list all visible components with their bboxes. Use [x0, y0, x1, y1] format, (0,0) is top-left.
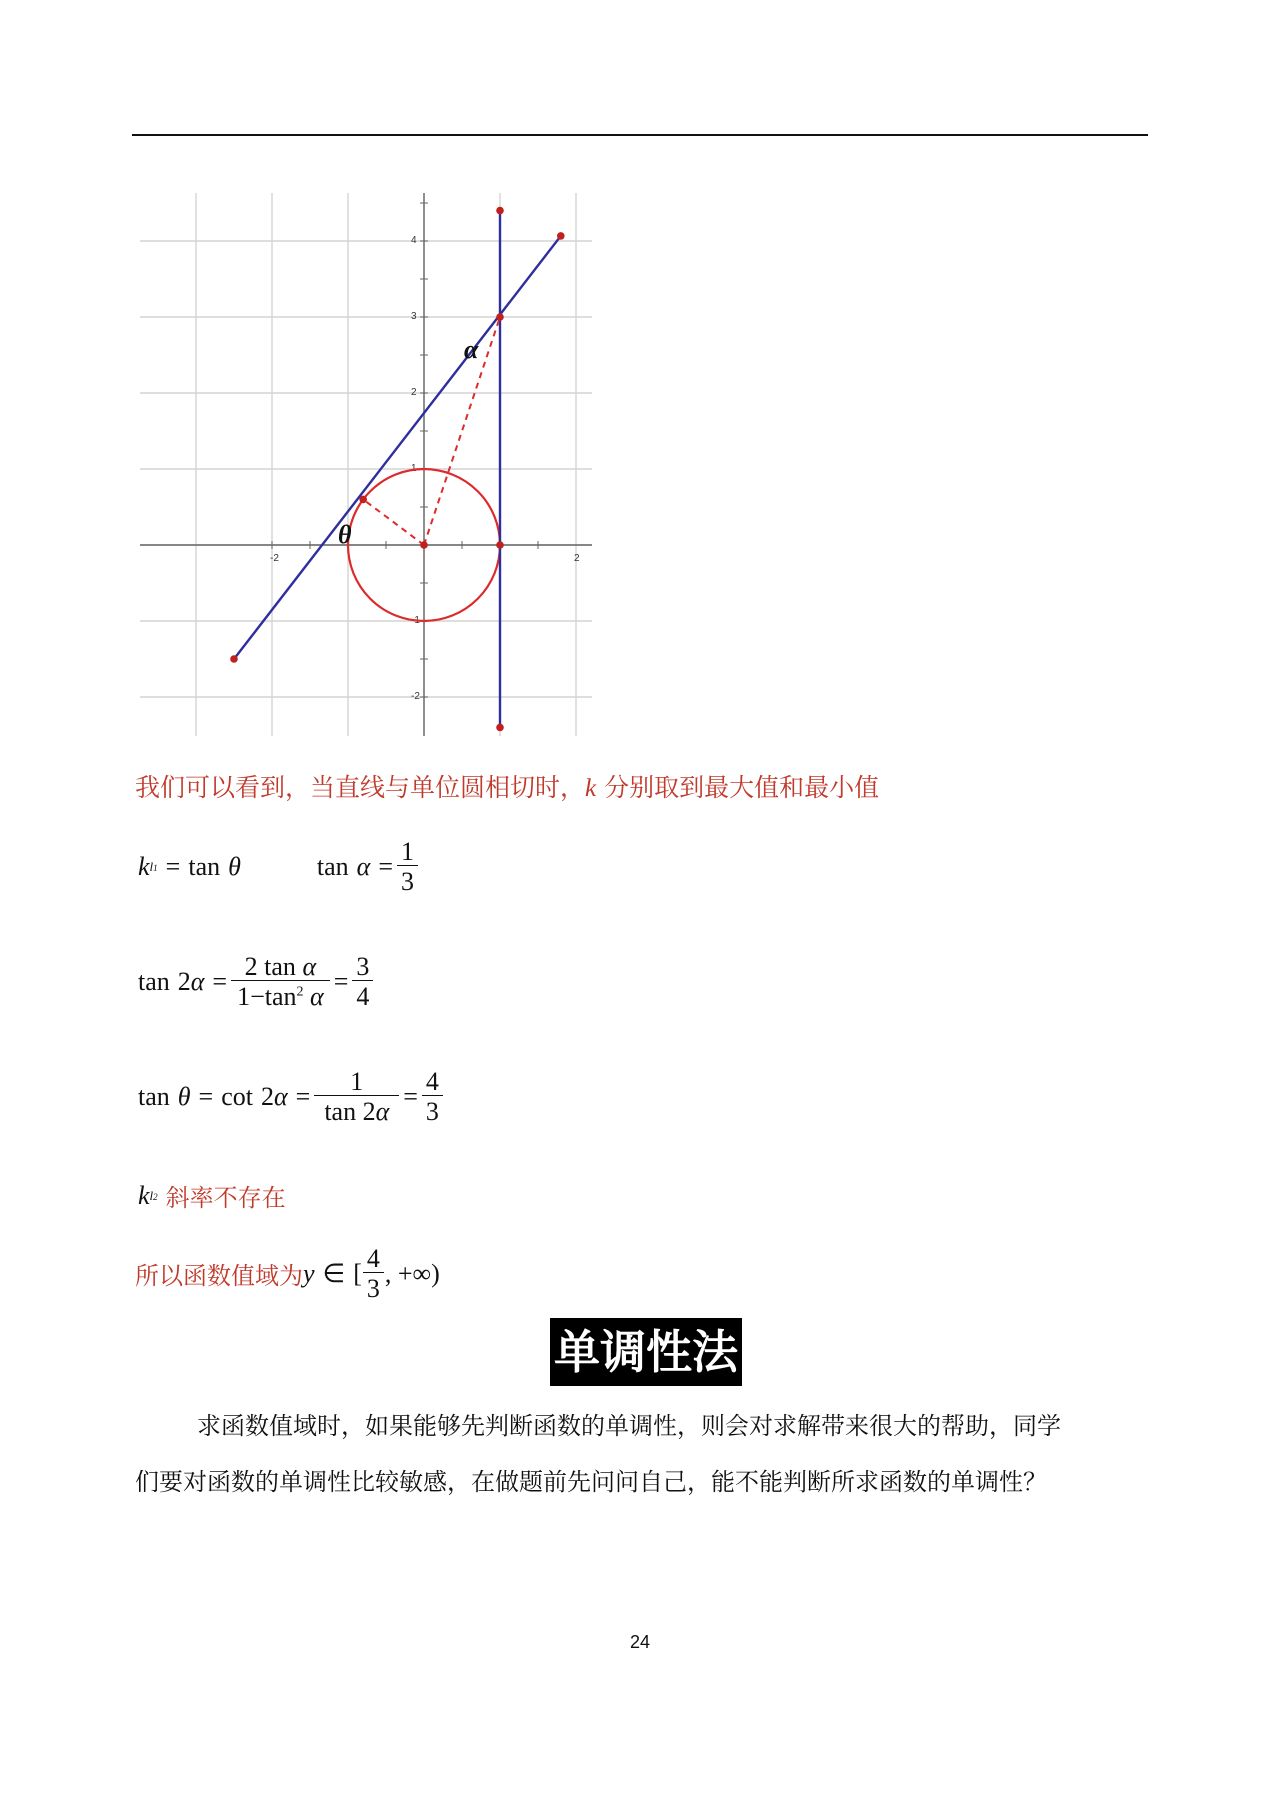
alpha: α [273, 1081, 288, 1111]
alpha: α [356, 851, 371, 881]
y-tick-label: -2 [411, 691, 420, 702]
unit-circle-tangent-figure [130, 188, 600, 748]
point-marker [496, 541, 504, 549]
equation-row-4 [138, 1178, 286, 1213]
equals: = [403, 1081, 418, 1111]
fraction-double-angle: $\frac{\text{2 tan α}}{1-\tan^2 \alpha}$ [231, 953, 330, 1011]
two: 2 [177, 966, 191, 996]
equation-row-3 [138, 1068, 447, 1126]
section-heading: 单调性法 [550, 1318, 742, 1386]
tan: tan [138, 966, 170, 996]
theta-label: θ [338, 520, 352, 549]
page-number: 24 [629, 1632, 651, 1652]
observation-k: k [585, 775, 597, 802]
range-conclusion [135, 1245, 440, 1303]
equals: = [212, 966, 228, 996]
fraction-three-fourths: $\frac{3}{4}$ [352, 953, 373, 1011]
equals: = [378, 851, 393, 881]
radius-to-tangent-point [363, 499, 424, 545]
open-bracket: [ [353, 1258, 362, 1288]
two: 2 [260, 1081, 274, 1111]
paragraph-line-1: 求函数值域时，如果能够先判断函数的单调性，则会对求解带来很大的帮助，同学 [197, 1412, 1061, 1440]
fraction-four-thirds: $\frac{4}{3}$ [422, 1068, 443, 1126]
point-marker [496, 207, 504, 215]
segment-to-intersection [424, 317, 500, 545]
point-marker [230, 655, 238, 663]
point-marker [359, 496, 367, 504]
range-tail: , +∞) [384, 1258, 440, 1288]
tangent-line-l1 [234, 236, 561, 659]
tan: tan [188, 851, 221, 881]
k-subscript: l2 [149, 1187, 158, 1203]
fraction-four-thirds: $\frac{4}{3}$ [363, 1245, 384, 1303]
tan: tan [316, 851, 349, 881]
grid [140, 193, 592, 736]
observation-suffix: 分别取到最大值和最小值 [604, 773, 880, 802]
y-tick-label: 4 [411, 235, 417, 246]
fraction-one-third: $\frac{1}{3}$ [397, 838, 418, 896]
slope-undefined-note: 斜率不存在 [165, 1184, 286, 1212]
x-tick-label: 2 [574, 553, 580, 564]
k-subscript: l1 [149, 858, 158, 874]
equals: = [333, 966, 349, 996]
equals: = [295, 1081, 311, 1111]
k-symbol: k [138, 1180, 150, 1210]
y-tick-label: 1 [411, 463, 417, 474]
point-marker [496, 313, 504, 321]
y-tick-label: -1 [411, 615, 420, 626]
element-of: ∈ [322, 1258, 346, 1288]
point-marker [557, 232, 565, 240]
point-marker [496, 724, 504, 732]
equals: = [165, 851, 181, 881]
y-tick-label: 3 [411, 311, 417, 322]
equation-row-1 [138, 838, 422, 896]
range-prefix: 所以函数值域为 [135, 1262, 303, 1291]
axes [140, 193, 592, 736]
observation-prefix: 我们可以看到，当直线与单位圆相切时， [135, 773, 586, 802]
alpha: α [190, 966, 205, 996]
header-rule [132, 134, 1148, 136]
point-marker [420, 541, 428, 549]
k-symbol: k [138, 851, 150, 881]
y-tick-label: 2 [411, 387, 417, 398]
alpha-label: α [464, 335, 479, 364]
y-variable: y [303, 1258, 315, 1288]
tan: tan [138, 1081, 170, 1111]
equals: = [198, 1081, 214, 1111]
equation-row-2 [138, 953, 377, 1011]
fraction-reciprocal: $\frac{1}{\tan 2\alpha}$ [314, 1068, 399, 1126]
observation-text [135, 768, 879, 804]
x-tick-label: -2 [270, 553, 279, 564]
theta: θ [228, 851, 241, 881]
theta: θ [177, 1081, 191, 1111]
cot: cot [221, 1081, 253, 1111]
paragraph-line-2: 们要对函数的单调性比较敏感，在做题前先问问自己，能不能判断所求函数的单调性？ [135, 1468, 1047, 1496]
